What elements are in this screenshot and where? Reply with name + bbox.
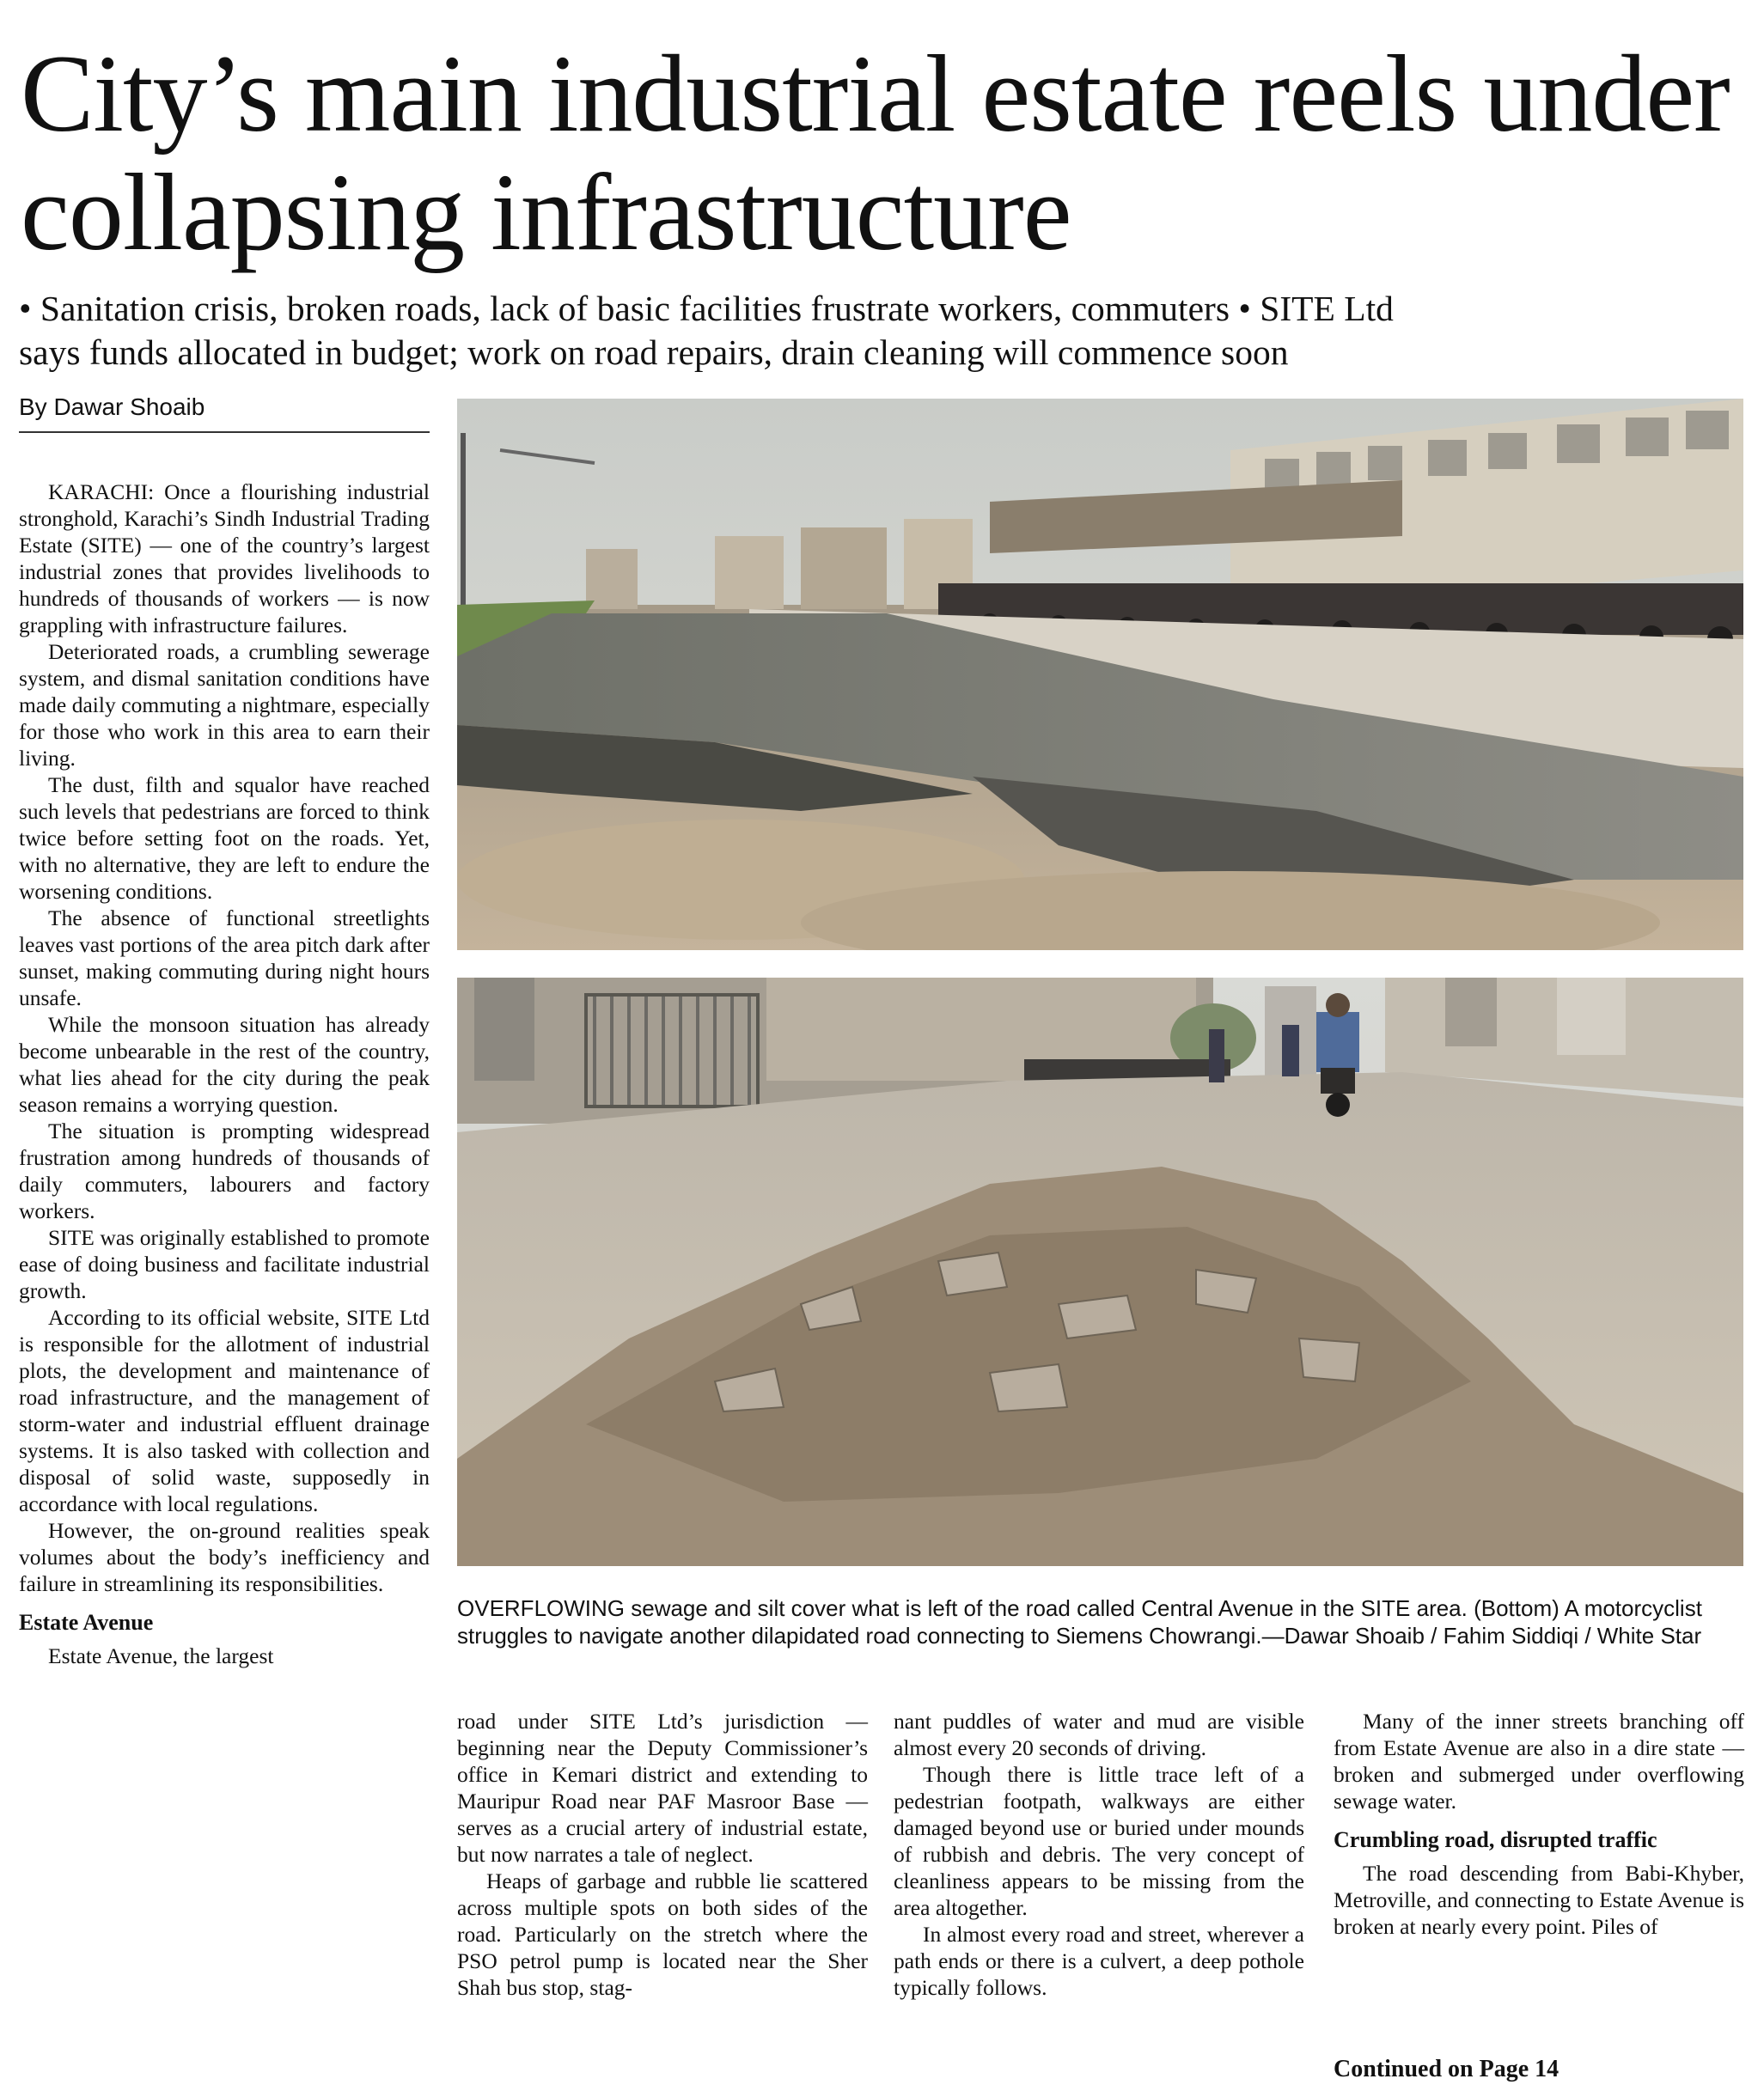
sewage-road-photo [457,399,1743,950]
broken-road-photo [457,978,1743,1566]
paragraph: Deteriorated roads, a crumbling sewerage system, and dismal sanitation conditions have made daily commuting a nightmare, especially for those who work in this area to earn their living. [19,639,430,771]
sub-deck [19,287,1748,375]
byline: By Dawar Shoaib [19,393,430,433]
paragraph: The absence of functional streetlights leaves vast portions of the area pitch dark after sunset, making commuting during night hours unsafe. [19,905,430,1010]
paragraph: Heaps of garbage and rubble lie scattered across multiple spots on both sides of the road. Particularly on the stretch where the PSO petrol pump is located near the Sher Shah bus stop, stag- [457,1868,868,2000]
article-column-3 [894,1708,1304,2001]
paragraph: SITE was originally established to promote ease of doing business and facilitate industrial growth. [19,1225,430,1303]
deck-line: says funds allocated in budget; work on road repairs, drain cleaning will commence soon [19,332,1289,372]
paragraph: According to its official website, SITE Ltd is responsible for the allotment of industrial plots, the development and maintenance of road infrastructure, and the management of storm-water and industrial effluent drainage systems. It is also tasked with collection and disposal of solid waste, supposedly in accordance with local regulations. [19,1305,430,1516]
paragraph: Though there is little trace left of a pedestrian footpath, walkways are either damaged beyond use or buried under mounds of rubbish and debris. The very concept of cleanliness appears to be missing from the area altogether. [894,1762,1304,1920]
paragraph: road under SITE Ltd’s jurisdiction — beginning near the Deputy Commissioner’s office in Kemari district and extending to Mauripur Road near PAF Masroor Base — serves as a crucial artery of industrial estate, but now narrates a tale of neglect. [457,1709,868,1867]
paragraph: While the monsoon situation has already become unbearable in the rest of the country, what lies ahead for the city during the peak season remains a worrying question. [19,1012,430,1117]
paragraph: KARACHI: Once a flourishing industrial stronghold, Karachi’s Sindh Industrial Trading Estate (SITE) — one of the country’s largest industrial zones that provides livelihoods to hundreds of thousands of workers — is now grappling with infrastructure failures. [19,479,430,637]
paragraph: The road descending from Babi-Khyber, Metroville, and connecting to Estate Avenue is broken at nearly every point. Piles of [1334,1861,1744,1939]
paragraph: nant puddles of water and mud are visible almost every 20 seconds of driving. [894,1709,1304,1760]
continued-link[interactable]: Continued on Page 14 [1334,2056,1560,2082]
paragraph: In almost every road and street, wherever a path ends or there is a culvert, a deep pothole typically follows. [894,1922,1304,2000]
deck-line: • Sanitation crisis, broken roads, lack of basic facilities frustrate workers, commuters • SITE Ltd [19,289,1394,328]
article-column-2 [457,1708,868,2001]
paragraph: Estate Avenue, the largest [48,1643,274,1668]
article-column-1 [19,479,430,1669]
photo-caption: OVERFLOWING sewage and silt cover what is left of the road called Central Avenue in the SITE area. (Bottom) A motorcyclist struggles to navigate another dilapidated road connecting to Siemens Chowrangi.—Dawar Shoaib / Fahim Siddiqi / White Star [457,1595,1702,1649]
article-column-4 [1334,1708,1744,1940]
subhead-estate-avenue: Estate Avenue [19,1610,154,1635]
paragraph: The situation is prompting widespread frustration among hundreds of thousands of daily commuters, labourers and factory workers. [19,1119,430,1223]
paragraph: However, the on-ground realities speak volumes about the body’s inefficiency and failure in streamlining its responsibilities. [19,1518,430,1596]
paragraph: The dust, filth and squalor have reached such levels that pedestrians are forced to think twice before setting foot on the roads. Yet, with no alternative, they are left to endure the worsening conditions. [19,772,430,904]
headline: City’s main industrial estate reels under collapsing infrastructure [21,33,1730,273]
paragraph: Many of the inner streets branching off from Estate Avenue are also in a dire state — broken and submerged under overflowing sewage water. [1334,1709,1744,1814]
subhead-crumbling-road: Crumbling road, disrupted traffic [1334,1827,1657,1852]
